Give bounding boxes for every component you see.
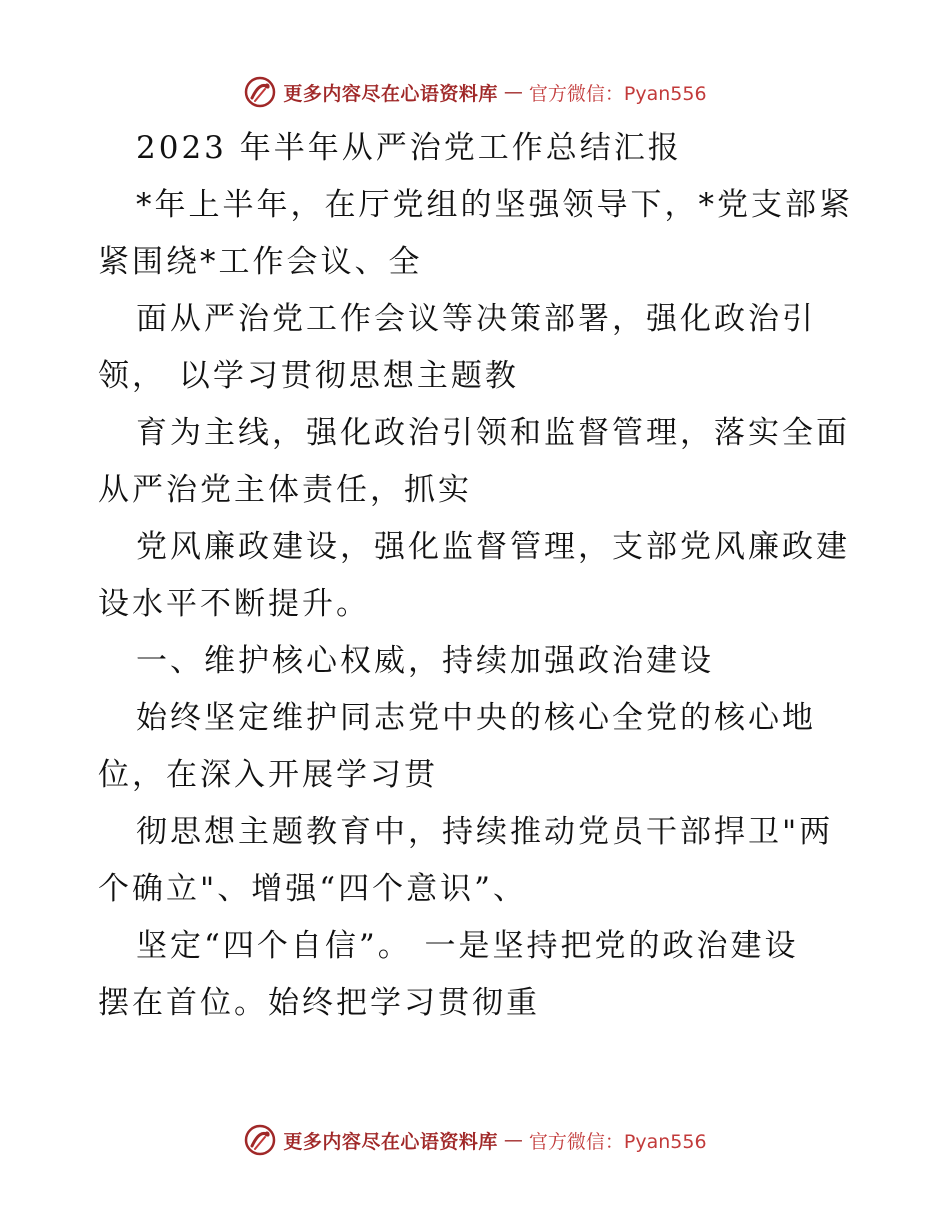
document-title: 2023 年半年从严治党工作总结汇报 (136, 130, 682, 166)
text-line: 面从严治党工作会议等决策部署，强化政治引 (136, 301, 816, 337)
text-line: 摆在首位。始终把学习贯彻重 (98, 985, 540, 1021)
text-line: *年上半年，在厅党组的坚强领导下，*党支部紧 (136, 187, 853, 223)
watermark-header (0, 72, 950, 112)
brand-logo-icon (243, 75, 277, 109)
text-line: 党风廉政建设，强化监督管理，支部党风廉政建 (136, 529, 850, 565)
watermark-separator: — (503, 81, 523, 103)
text-line: 个确立"、增强“四个意识”、 (98, 871, 527, 907)
text-line: 领， 以学习贯彻思想主题教 (98, 358, 519, 394)
text-line: 彻思想主题教育中，持续推动党员干部捍卫"两 (136, 814, 834, 850)
section-heading: 一、维护核心权威，持续加强政治建设 (136, 643, 714, 679)
watermark-contact: 官方微信：Pyan556 (528, 1130, 707, 1153)
text-line: 从严治党主体责任，抓实 (98, 472, 472, 508)
watermark-separator: — (503, 1129, 523, 1151)
text-line: 设水平不断提升。 (98, 586, 370, 622)
text-line: 紧围绕*工作会议、全 (98, 244, 423, 280)
text-line: 坚定“四个自信”。 一是坚持把党的政治建设 (136, 928, 799, 964)
watermark-brand: 更多内容尽在心语资料库 (283, 82, 498, 105)
watermark-brand: 更多内容尽在心语资料库 (283, 1130, 498, 1153)
brand-logo-icon (243, 1123, 277, 1157)
watermark-contact: 官方微信：Pyan556 (528, 82, 707, 105)
text-line: 位，在深入开展学习贯 (98, 757, 438, 793)
watermark-footer (0, 1120, 950, 1160)
text-line: 育为主线，强化政治引领和监督管理，落实全面 (136, 415, 850, 451)
text-line: 始终坚定维护同志党中央的核心全党的核心地 (136, 700, 816, 736)
